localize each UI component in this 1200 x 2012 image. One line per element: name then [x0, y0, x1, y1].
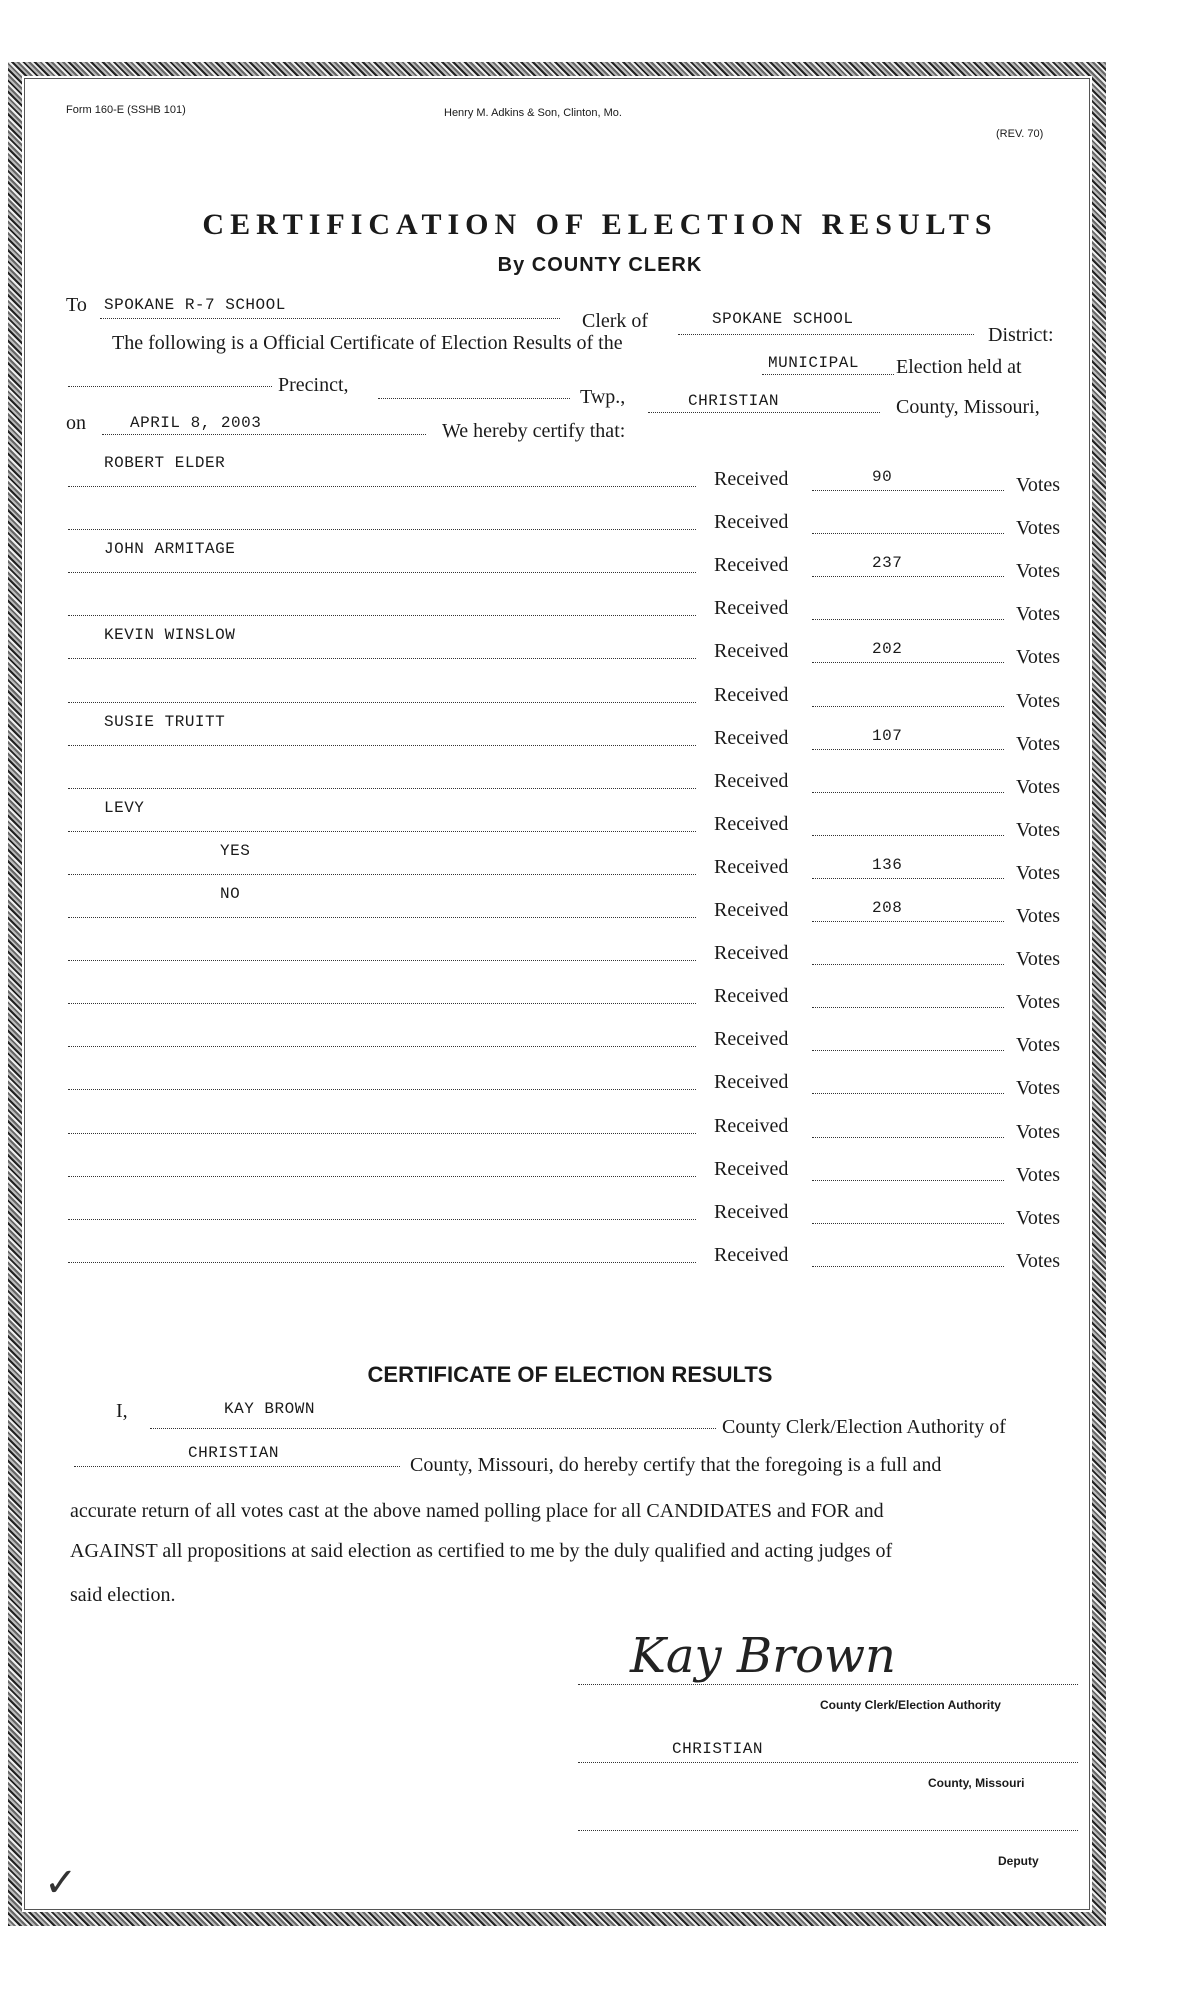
result-name-line [68, 1133, 696, 1134]
votes-label: Votes [1016, 1034, 1061, 1056]
received-label: Received [714, 1201, 789, 1223]
clerk-of-label: Clerk of [582, 310, 649, 332]
result-name-line [68, 745, 696, 746]
result-votes-line [812, 662, 1004, 663]
votes-label: Votes [1016, 517, 1061, 539]
votes-label: Votes [1016, 862, 1061, 884]
votes-label: Votes [1016, 474, 1061, 496]
votes-label: Votes [1016, 776, 1061, 798]
received-label: Received [714, 770, 789, 792]
result-votes-line [812, 1223, 1004, 1224]
result-votes-line [812, 749, 1004, 750]
document-subtitle: By COUNTY CLERK [497, 254, 703, 276]
election-type-value: MUNICIPAL [768, 354, 859, 372]
result-name-line [68, 658, 696, 659]
votes-label: Votes [1016, 905, 1061, 927]
result-name-line [68, 1219, 696, 1220]
result-name-line [68, 1089, 696, 1090]
result-name-line [68, 1046, 696, 1047]
date-fill-line [102, 434, 426, 435]
certificate-line-5: said election. [70, 1584, 176, 1606]
received-label: Received [714, 1071, 789, 1093]
result-name-line [68, 615, 696, 616]
result-votes-line [812, 490, 1004, 491]
result-name: LEVY [104, 799, 145, 817]
result-name-line [68, 529, 696, 530]
clerk-name-value: KAY BROWN [224, 1400, 315, 1418]
result-name-line [68, 486, 696, 487]
result-name-line [68, 960, 696, 961]
votes-label: Votes [1016, 1250, 1061, 1272]
votes-label: Votes [1016, 1121, 1061, 1143]
result-votes-line [812, 576, 1004, 577]
received-label: Received [714, 813, 789, 835]
result-votes: 90 [872, 468, 893, 486]
received-label: Received [714, 1115, 789, 1137]
signature-county-value: CHRISTIAN [672, 1740, 763, 1758]
certificate-county-value: CHRISTIAN [188, 1444, 279, 1462]
printer-name: Henry M. Adkins & Son, Clinton, Mo. [444, 107, 622, 119]
certify-label: We hereby certify that: [442, 420, 626, 442]
result-name: KEVIN WINSLOW [104, 626, 236, 644]
precinct-fill-line [68, 386, 272, 387]
result-name-line [68, 1003, 696, 1004]
received-label: Received [714, 640, 789, 662]
result-votes: 208 [872, 899, 903, 917]
certificate-title: CERTIFICATE OF ELECTION RESULTS [367, 1362, 773, 1387]
date-value: APRIL 8, 2003 [130, 414, 262, 432]
votes-label: Votes [1016, 690, 1061, 712]
result-votes: 237 [872, 554, 903, 572]
result-name-line [68, 917, 696, 918]
result-votes-line [812, 1093, 1004, 1094]
result-name: NO [220, 885, 241, 903]
votes-label: Votes [1016, 819, 1061, 841]
received-label: Received [714, 597, 789, 619]
clerk-signature: Kay Brown [630, 1628, 896, 1684]
received-label: Received [714, 1244, 789, 1266]
twp-label: Twp., [580, 386, 626, 408]
votes-label: Votes [1016, 646, 1061, 668]
result-name: ROBERT ELDER [104, 454, 226, 472]
deputy-caption: Deputy [998, 1854, 1039, 1868]
received-label: Received [714, 856, 789, 878]
result-name-line [68, 572, 696, 573]
certificate-line-4: AGAINST all propositions at said election as certified to me by the duly qualified and acting judges of [70, 1540, 893, 1562]
result-votes-line [812, 1050, 1004, 1051]
votes-label: Votes [1016, 733, 1061, 755]
result-name-line [68, 702, 696, 703]
certificate-line-3: accurate return of all votes cast at the above named polling place for all CANDIDATES and FOR and [70, 1500, 884, 1522]
result-votes-line [812, 706, 1004, 707]
district-label: District: [988, 324, 1054, 346]
election-type-fill-line [762, 374, 894, 375]
result-votes-line [812, 878, 1004, 879]
votes-label: Votes [1016, 991, 1061, 1013]
deputy-line [578, 1830, 1078, 1831]
result-votes: 136 [872, 856, 903, 874]
result-name: JOHN ARMITAGE [104, 540, 236, 558]
votes-label: Votes [1016, 603, 1061, 625]
form-number: Form 160-E (SSHB 101) [66, 104, 186, 116]
result-votes-line [812, 792, 1004, 793]
precinct-label: Precinct, [278, 374, 349, 396]
result-name-line [68, 1176, 696, 1177]
twp-fill-line [378, 398, 570, 399]
result-votes-line [812, 835, 1004, 836]
to-value: SPOKANE R-7 SCHOOL [104, 296, 286, 314]
certificate-line-2: County, Missouri, do hereby certify that the foregoing is a full and [410, 1454, 942, 1476]
received-label: Received [714, 899, 789, 921]
result-votes: 202 [872, 640, 903, 658]
result-votes-line [812, 533, 1004, 534]
received-label: Received [714, 942, 789, 964]
revision-label: (REV. 70) [996, 128, 1044, 140]
signature-county-line [578, 1762, 1078, 1763]
signature-caption: County Clerk/Election Authority [820, 1698, 1001, 1712]
received-label: Received [714, 554, 789, 576]
received-label: Received [714, 1158, 789, 1180]
received-label: Received [714, 985, 789, 1007]
votes-label: Votes [1016, 560, 1061, 582]
votes-label: Votes [1016, 1077, 1061, 1099]
signature-line [578, 1684, 1078, 1685]
on-label: on [66, 412, 86, 434]
to-label: To [66, 294, 87, 316]
election-held-label: Election held at [896, 356, 1022, 378]
result-name-line [68, 831, 696, 832]
county-state-label: County, Missouri, [896, 396, 1040, 418]
result-votes-line [812, 1266, 1004, 1267]
to-fill-line [100, 318, 560, 319]
result-name-line [68, 874, 696, 875]
votes-label: Votes [1016, 948, 1061, 970]
result-votes-line [812, 1180, 1004, 1181]
signature-county-caption: County, Missouri [928, 1776, 1025, 1790]
county-fill-line [648, 412, 880, 413]
result-name: YES [220, 842, 251, 860]
result-votes-line [812, 1137, 1004, 1138]
clerk-name-fill-line [150, 1428, 716, 1429]
intro-text: The following is a Official Certificate of Election Results of the [112, 332, 623, 354]
votes-label: Votes [1016, 1207, 1061, 1229]
received-label: Received [714, 684, 789, 706]
result-votes-line [812, 921, 1004, 922]
county-value: CHRISTIAN [688, 392, 779, 410]
result-name-line [68, 788, 696, 789]
result-name: SUSIE TRUITT [104, 713, 226, 731]
clerk-of-fill-line [678, 334, 974, 335]
document-title: CERTIFICATION OF ELECTION RESULTS [202, 208, 998, 241]
clerk-of-value: SPOKANE SCHOOL [712, 310, 854, 328]
received-label: Received [714, 468, 789, 490]
authority-label: County Clerk/Election Authority of [722, 1416, 1006, 1438]
checkmark-icon: ✓ [44, 1860, 78, 1906]
received-label: Received [714, 1028, 789, 1050]
votes-label: Votes [1016, 1164, 1061, 1186]
result-votes-line [812, 619, 1004, 620]
result-votes: 107 [872, 727, 903, 745]
received-label: Received [714, 727, 789, 749]
result-name-line [68, 1262, 696, 1263]
result-votes-line [812, 964, 1004, 965]
received-label: Received [714, 511, 789, 533]
result-votes-line [812, 1007, 1004, 1008]
certificate-county-fill-line [74, 1466, 400, 1467]
i-label: I, [116, 1400, 128, 1422]
